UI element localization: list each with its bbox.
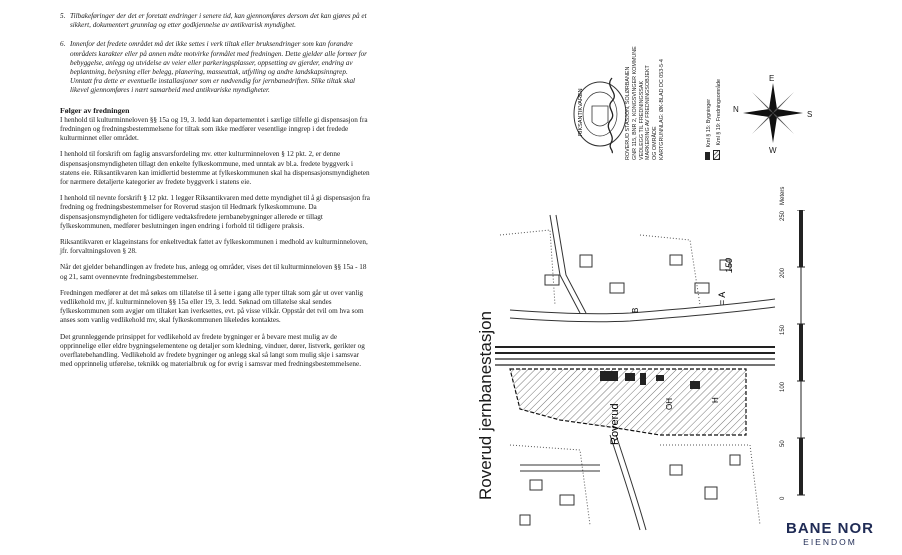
item-number: 5. <box>60 12 66 20</box>
legend-key-label: Kml § 19: Fredningsområde <box>715 78 722 146</box>
zone-h-label: H <box>711 397 720 403</box>
section-title: Følger av fredningen <box>60 105 130 115</box>
station-title: Roverud jernbanestasjon <box>476 310 495 500</box>
scale-tick-50: 50 <box>780 440 786 447</box>
site-map <box>490 195 780 535</box>
legend-key <box>713 79 723 160</box>
legend-line: GNR 115, BNR 2, KONGSVINGER KOMMUNE <box>631 46 638 160</box>
scale-tick-200: 200 <box>780 267 786 278</box>
item-text: Tilbakeføringer der det er foretatt endringer i senere tid, kan gjennomføres dersom det kan gjøres på et sikkert, dokumentert grunnlag og etter godkjennelse av antikvarisk myndighet. <box>70 12 367 30</box>
paragraph: Når det gjelder behandlingen av fredete hus, anlegg og områder, vises det til kulturminneloven §§ 15a - 18 og 21, samt ovennevnte fredningsbestemmelser. <box>60 263 367 281</box>
map-legend <box>625 46 666 160</box>
paragraph: Fredningen medfører at det må søkes om tillatelse til å sette i gang alle typer tiltak som går ut over vanlig vedlikehold mv, jf. kulturminneloven §§ 15a eller 19, 3. ledd. Søknad om tillatelse skal sendes fylkeskommunen som avgjør om tiltaket kan iverksettes, evt. på visse vilkår. Oppstår det tvil om hva som anses som vanlig vedlikehold mv, skal fylkeskommunen likeledes kontaktes. <box>60 288 364 325</box>
seal-text: RIKSANTIKVAREN <box>578 88 584 136</box>
compass-w: W <box>769 146 777 155</box>
signature <box>600 75 624 155</box>
scale-tick-0: 0 <box>780 496 786 500</box>
legend-line: ROVERUD STASJON, SOLØRBANEN <box>625 66 631 160</box>
compass-n: N <box>733 105 739 114</box>
scale-tick-150: 150 <box>780 324 786 335</box>
map-legend-keys <box>705 79 723 160</box>
numbered-item <box>60 40 370 95</box>
paragraph: I henhold til forskrift om faglig ansvarsfordeling mv. etter kulturminneloven § 12 pkt. 2, er denne dispensasjonsmyndigheten tillagt den enkelte fylkeskommune, med unntak av bl.a. fredete byggverk i statens eie. Riksantikvaren kan imidlertid bestemme at fylkeskommunen skal ha dispensasjonsmyndigheten for nærmere detaljerte kategorier av fredete byggverk i statens eie. <box>60 150 370 187</box>
item-text: Innenfor det fredete området må det ikke settes i verk tiltak eller bruksendringer som kan forandre områdets karakter eller på annen måte motvirke formålet med fredningen. Dette gjelder alle former for bebyggelse, anlegg og utvidelse av veier eller parkeringsplasser, oppsetting av gjerder, endring av beplantning, belysning eller belegg, planering, masseuttak, utfylling og andre landskapsinngrep. Unntatt fra dette er eventuelle installasjoner som er nødvendig for jernbanedriften. Slike tiltak skal likevel gjennomføres i nært samarbeid med antikvariske myndigheter. <box>70 40 367 95</box>
compass-e: E <box>769 74 775 83</box>
zone-b-label: B <box>631 307 640 313</box>
paragraph: Riksantikvaren er klageinstans for enkeltvedtak fattet av fylkeskommunen i medhold av kulturminneloven, jfr. forvaltningsloven § 28. <box>60 238 368 256</box>
compass-rose-icon <box>738 78 808 148</box>
paragraph: I henhold til kulturminneloven §§ 15a og 19, 3. ledd kan departementet i særlige tilfelle gi dispensasjon fra fredningen og fredningsbestemmelsene for tiltak som ikke medfører vesentlige inngrep i det fredede kulturminnet eller området. <box>60 115 368 143</box>
bane-nor-logo <box>770 521 890 551</box>
area-swatch <box>713 150 720 160</box>
paragraph: Det grunnleggende prinsippet for vedlikehold av fredete bygninger er å bevare mest mulig av de opprinnelige eller eldre bygningselementene og detaljer som kledning, vinduer, dører, listverk, gerikter og overflatebehandling. Vedlikehold av fredete bygninger og anlegg skal så langt som mulig skje i samsvar med opprinnelig utførelse, teknikk og materialbruk og for øvrig i samsvar med fredningsbestemmelsene. <box>60 332 365 369</box>
legend-key <box>705 79 713 160</box>
railway-tracks <box>495 347 775 365</box>
logo-main-text: BANE NOR <box>785 520 874 537</box>
buildings-swatch <box>705 152 710 160</box>
scale-bar <box>786 210 816 500</box>
place-name-label: Roverud <box>609 403 621 445</box>
road-number-label: 150 <box>724 257 734 273</box>
legend-key-label: Kml § 15: Bygninger <box>706 98 712 148</box>
scale-unit: Meters <box>780 186 786 205</box>
scale-tick-250: 250 <box>780 210 786 221</box>
legend-line: OG OMRÅDE <box>652 126 659 160</box>
paragraph: I henhold til nevnte forskrift § 12 pkt. 1 legger Riksantikvaren med dette myndighet til å gi dispensasjon fra fredning og fredningsbestemmelser for Roverud stasjon til Hedmark fylkeskommune. Da dispensasjonsmyndigheten for tidligere vedtaksfredete jernbanebygninger allerede er tillagt fylkeskommunen, medfører beslutningen ingen endring i forhold til tidligere praksis. <box>60 194 370 230</box>
legend-line: MARKERING AV FREDNINGSOBJEKT <box>645 65 652 160</box>
legend-line: VEDLEGG TIL FREDNINGSSAK <box>638 80 645 160</box>
item-number: 6. <box>60 40 66 49</box>
compass-s: S <box>807 110 813 119</box>
logo-sub-text: EIENDOM <box>803 537 857 547</box>
regulation-text-column <box>60 12 370 377</box>
numbered-item <box>60 12 370 30</box>
zone-a-label: = A <box>717 291 727 305</box>
legend-line: KARTGRUNNLAG: ØK-BLAD DC 053-5-4 <box>658 59 665 160</box>
scale-tick-100: 100 <box>780 381 786 392</box>
zone-oh-label: OH <box>665 398 674 410</box>
